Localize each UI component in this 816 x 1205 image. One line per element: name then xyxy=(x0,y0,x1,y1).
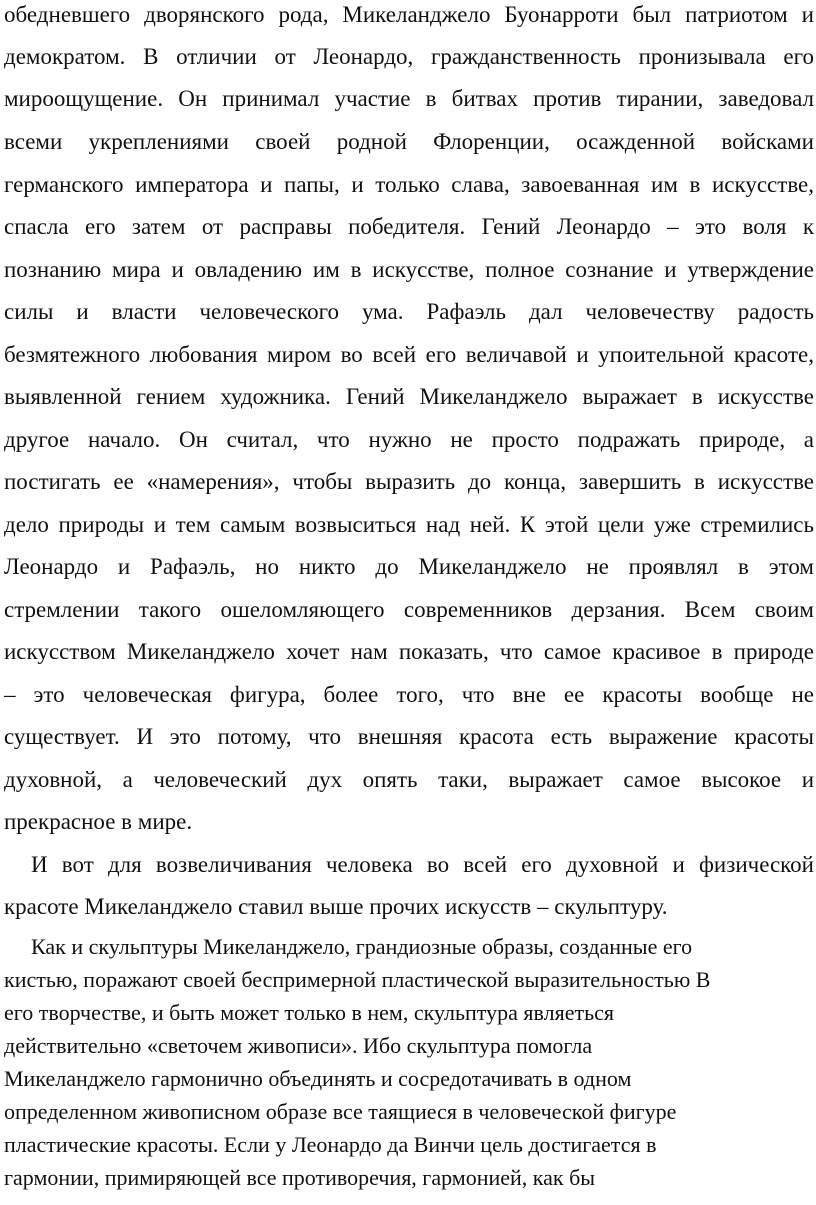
text-line: И вот для возвеличивания человека во всей его духовной и физической xyxy=(31,852,814,877)
text-line: дело природы и тем самым возвыситься над ней. К этой цели уже стремились xyxy=(4,512,814,537)
text-line: спасла его затем от расправы победителя. Гений Леонардо – это воля к xyxy=(4,214,814,239)
text-line: всеми укреплениями своей родной Флоренции, осажденной войсками xyxy=(4,129,814,154)
text-line: германского императора и папы, и только слава, завоеванная им в искусстве, xyxy=(4,172,814,197)
text-line: обедневшего дворянского рода, Микеланджело Буонарроти был патриотом и xyxy=(4,2,814,27)
text-line: Микеланджело гармонично объединять и сосредотачивать в одном xyxy=(4,1066,632,1091)
text-line: духовной, а человеческий дух опять таки, выражает самое высокое и xyxy=(4,767,814,792)
text-line: стремлении такого ошеломляющего современников дерзания. Всем своим xyxy=(4,597,814,622)
text-line: пластические красоты. Если у Леонардо да Винчи цель достигается в xyxy=(4,1132,657,1157)
text-line: гармонии, примиряющей все противоречия, гармонией, как бы xyxy=(4,1165,596,1190)
text-line: действительно «светочем живописи». Ибо скульптура помогла xyxy=(4,1033,593,1058)
text-line: существует. И это потому, что внешняя красота есть выражение красоты xyxy=(4,724,814,749)
text-line: прекрасное в мире. xyxy=(4,809,193,834)
text-line: Леонардо и Рафаэль, но никто до Микеланджело не проявлял в этом xyxy=(4,554,814,579)
text-line: определенном живописном образе все таящиеся в человеческой фигуре xyxy=(4,1099,677,1124)
text-line: другое начало. Он считал, что нужно не просто подражать природе, а xyxy=(4,427,814,452)
text-line: познанию мира и овладению им в искусстве, полное сознание и утверждение xyxy=(4,257,814,282)
text-line: Как и скульптуры Микеланджело, грандиозные образы, созданные его xyxy=(31,934,693,959)
text-line: постигать ее «намерения», чтобы выразить до конца, завершить в искусстве xyxy=(4,469,814,494)
text-line: – это человеческая фигура, более того, что вне ее красоты вообще не xyxy=(4,682,814,707)
text-line: кистью, поражают своей беспримерной пластической выразительностью В xyxy=(4,967,711,992)
text-line: красоте Микеланджело ставил выше прочих искусств – скульптуру. xyxy=(4,894,668,919)
text-line: демократом. В отличии от Леонардо, гражданственность пронизывала его xyxy=(4,44,814,69)
text-line: его творчестве, и быть может только в нем, скульптура являеться xyxy=(4,1000,615,1025)
text-line: искусством Микеланджело хочет нам показать, что самое красивое в природе xyxy=(4,639,814,664)
text-line: выявленной гением художника. Гений Микеланджело выражает в искусстве xyxy=(4,384,814,409)
text-line: силы и власти человеческого ума. Рафаэль дал человечеству радость xyxy=(4,299,814,324)
text-line: безмятежного любования миром во всей его величавой и упоительной красоте, xyxy=(4,342,814,367)
text-line: мироощущение. Он принимал участие в битвах против тирании, заведовал xyxy=(4,86,814,111)
